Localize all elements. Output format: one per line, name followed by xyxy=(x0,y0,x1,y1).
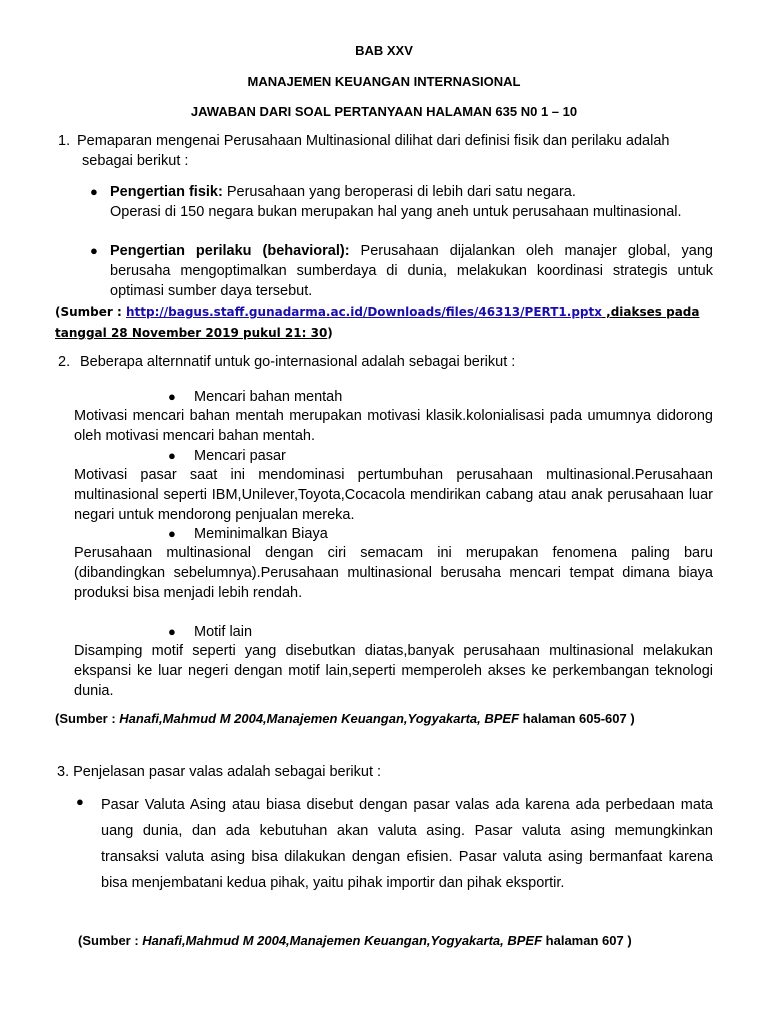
bullet-icon: ● xyxy=(76,794,84,809)
q1-fisik-continuation: Operasi di 150 negara bukan merupakan hal yang aneh untuk perusahaan multinasional. xyxy=(110,204,682,220)
q2-source-reference: Hanafi,Mahmud M 2004,Manajemen Keuangan,Yogyakarta, BPEF xyxy=(119,711,520,726)
q1-source-line2 xyxy=(55,323,333,343)
q1-fisik-text: Perusahaan yang beroperasi di lebih dari satu negara. xyxy=(226,184,576,200)
bullet-icon: ● xyxy=(90,184,98,199)
q2-item-text: Motivasi mencari bahan mentah merupakan motivasi klasik.kolonialisasi pada umumnya didorong oleh motivasi mencari bahan mentah. xyxy=(74,408,713,444)
q1-perilaku-label: Pengertian perilaku (behavioral): xyxy=(110,243,350,259)
q2-number: 2. xyxy=(58,354,71,370)
q2-intro: Beberapa alternnatif untuk go-internasional adalah sebagai berikut : xyxy=(80,354,516,370)
q2-source xyxy=(55,711,635,726)
q2-item-title: Meminimalkan Biaya xyxy=(194,526,328,542)
q1-intro-line2: sebagai berikut : xyxy=(82,153,189,169)
q2-item-text: Disamping motif seperti yang disebutkan diatas,banyak perusahaan multinasional melakukan ekspansi ke luar negeri dengan motif lain,seperti memperoleh akses ke perkembangan teknologi dunia. xyxy=(74,643,713,699)
q3-source-pages: halaman 607 ) xyxy=(542,933,632,948)
bullet-icon: ● xyxy=(168,526,176,541)
q3-intro: 3. Penjelasan pasar valas adalah sebagai berikut : xyxy=(57,764,382,780)
q2-item-text: Perusahaan multinasional dengan ciri semacam ini merupakan fenomena paling baru (dibandingkan sebelumnya).Perusahaan multinasional berusaha mencari tempat dimana biaya produksi bisa menjadi lebih rendah. xyxy=(74,545,713,601)
q3-source xyxy=(78,933,632,948)
q2-source-pages: halaman 605-607 ) xyxy=(519,711,635,726)
q1-source-close: ) xyxy=(327,326,333,340)
bullet-icon: ● xyxy=(90,243,98,258)
q1-source-accessed: ,diakses pada xyxy=(601,305,700,319)
q1-perilaku-text: Perusahaan dijalankan oleh manajer global, yang berusaha mengoptimalkan sumberdaya di dunia, melakukan koordinasi strategis untuk optimasi sumber daya tersebut. xyxy=(110,243,713,299)
q2-item-title: Mencari pasar xyxy=(194,448,286,464)
q1-bullet-fisik xyxy=(110,182,576,202)
q2-item-title: Mencari bahan mentah xyxy=(194,389,343,405)
q1-fisik-label: Pengertian fisik: xyxy=(110,184,223,200)
subtitle-heading: JAWABAN DARI SOAL PERTANYAAN HALAMAN 635 N0 1 – 10 xyxy=(190,104,578,119)
bullet-icon: ● xyxy=(168,448,176,463)
q1-source-date: tanggal 28 November 2019 pukul 21: 30 xyxy=(55,326,328,340)
q3-source-reference: Hanafi,Mahmud M 2004,Manajemen Keuangan,Yogyakarta, BPEF xyxy=(142,933,543,948)
subject-heading: MANAJEMEN KEUANGAN INTERNASIONAL xyxy=(247,74,521,89)
q1-source-line1 xyxy=(55,302,699,322)
q2-item-text: Motivasi pasar saat ini mendominasi pertumbuhan perusahaan multinasional.Perusahaan multinasional seperti IBM,Unilever,Toyota,Cocacola mendirikan cabang atau anak perusahaan luar negari untuk mendorong penjualan mereka. xyxy=(74,467,713,523)
bullet-icon: ● xyxy=(168,389,176,404)
q3-bullet-text: Pasar Valuta Asing atau biasa disebut dengan pasar valas ada karena ada perbedaan mata uang dunia, dan ada kebutuhan akan valuta asing. Pasar valuta asing memungkinkan transaksi valuta asing bisa dilakukan dengan efisien. Pasar valuta asing bermanfaat karena bisa menjembatani kedua pihak, yaitu pihak importir dan pihak eksportir. xyxy=(101,797,713,891)
q1-number: 1. xyxy=(58,133,71,149)
q1-bullet-perilaku xyxy=(110,241,713,301)
q1-source-prefix: (Sumber : xyxy=(55,305,126,319)
q2-item-title: Motif lain xyxy=(194,624,253,640)
q2-source-prefix: (Sumber : xyxy=(55,711,120,726)
q1-source-link[interactable]: http://bagus.staff.gunadarma.ac.id/Downloads/files/46313/PERT1.pptx xyxy=(125,305,602,319)
chapter-heading: BAB XXV xyxy=(355,43,413,58)
q3-source-prefix: (Sumber : xyxy=(78,933,143,948)
bullet-icon: ● xyxy=(168,624,176,639)
q1-intro-line1: Pemaparan mengenai Perusahaan Multinasional dilihat dari definisi fisik dan perilaku adalah xyxy=(77,133,670,149)
